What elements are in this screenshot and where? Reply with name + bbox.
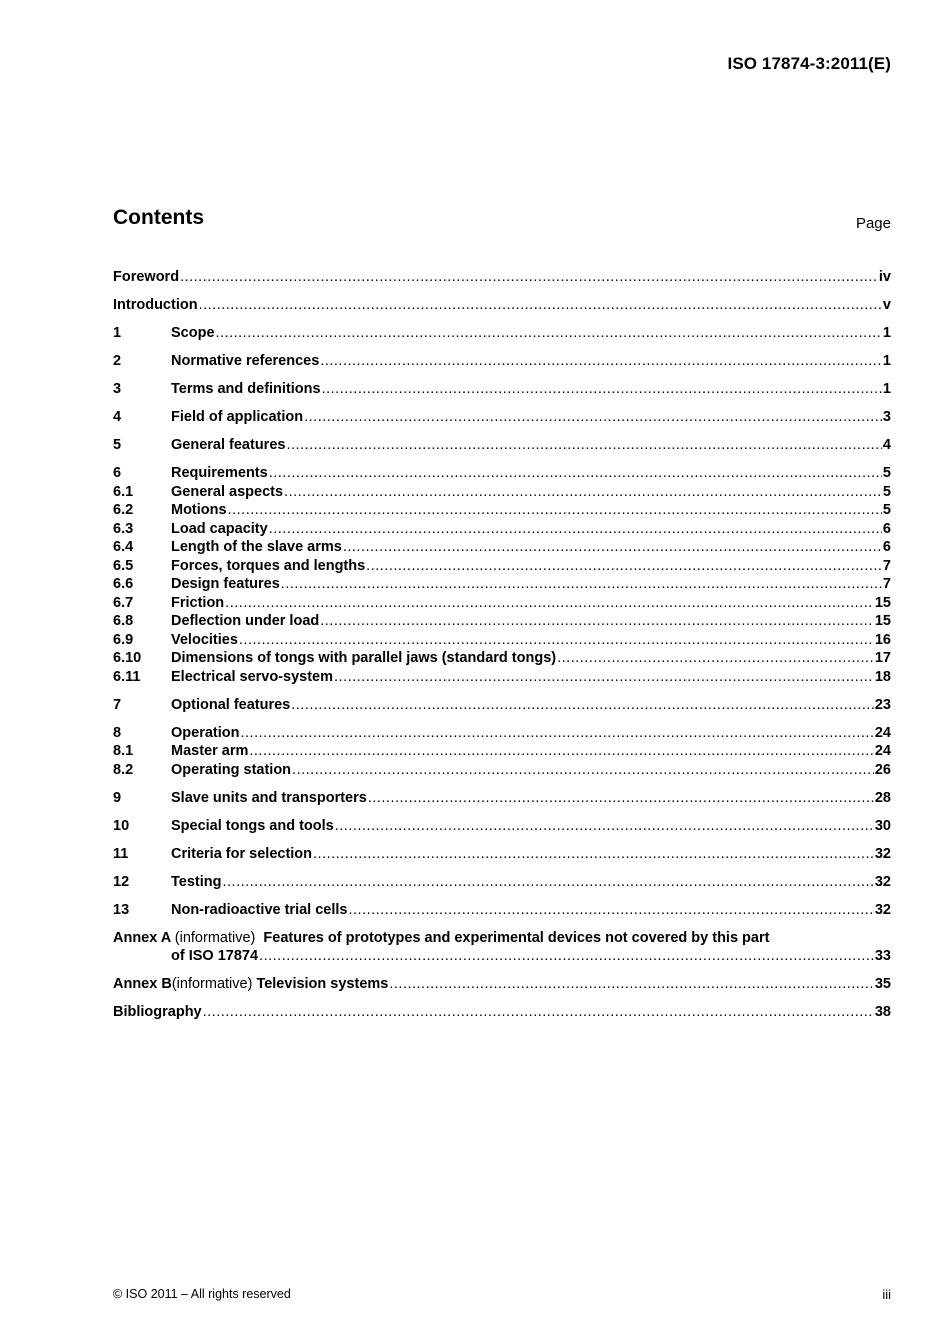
dot-leader bbox=[216, 324, 882, 343]
toc-entry-title: Criteria for selection bbox=[171, 845, 313, 862]
dot-leader bbox=[292, 761, 874, 780]
dot-leader bbox=[320, 352, 882, 371]
dot-leader bbox=[203, 1003, 874, 1022]
toc-entry-title: Slave units and transporters bbox=[171, 789, 367, 806]
dot-leader bbox=[259, 947, 874, 966]
dot-leader bbox=[239, 631, 874, 650]
toc-entry-number: 8.1 bbox=[113, 743, 134, 759]
toc-entry-number: 9 bbox=[113, 789, 122, 806]
dot-leader bbox=[286, 436, 881, 455]
toc-entry-number: 6.1 bbox=[113, 483, 134, 500]
toc-entry[interactable] bbox=[113, 724, 891, 743]
toc-entry-title: Velocities bbox=[171, 631, 238, 648]
toc-entry-number: 6.5 bbox=[113, 557, 134, 574]
toc-entry-title: Design features bbox=[171, 576, 280, 592]
toc-entry-number: 6.8 bbox=[113, 613, 134, 629]
bibliography-page: 38 bbox=[874, 1004, 891, 1020]
contents-title: Contents bbox=[113, 206, 204, 229]
annex-title: Television systems bbox=[256, 976, 389, 992]
toc-entry[interactable] bbox=[113, 789, 891, 808]
toc-entry-page: 24 bbox=[874, 724, 891, 741]
annex-line-continued bbox=[113, 947, 891, 966]
bibliography-title: Bibliography bbox=[113, 1004, 202, 1020]
toc-entry-number: 12 bbox=[113, 873, 130, 890]
dot-leader bbox=[269, 464, 882, 483]
dot-leader bbox=[343, 538, 882, 557]
toc-entry-number: 11 bbox=[113, 845, 129, 862]
toc-entry[interactable] bbox=[113, 324, 891, 343]
dot-leader bbox=[320, 612, 874, 631]
toc-entry-number: 4 bbox=[113, 409, 122, 425]
toc-entry[interactable] bbox=[113, 483, 891, 502]
toc-entry-title: Field of application bbox=[171, 409, 304, 425]
dot-leader bbox=[348, 901, 873, 920]
toc-entry-number: 13 bbox=[113, 901, 130, 918]
dot-leader bbox=[557, 649, 874, 668]
toc-entry-page: 30 bbox=[874, 817, 891, 834]
toc-entry-page: v bbox=[882, 297, 891, 313]
annex-informative-note: (informative) bbox=[174, 929, 256, 946]
toc-entry[interactable] bbox=[113, 594, 891, 613]
toc-entry-page: 28 bbox=[874, 789, 891, 806]
toc-entry-page: 15 bbox=[874, 613, 891, 629]
annex-title: Features of prototypes and experimental devices not covered by this part bbox=[263, 929, 770, 946]
toc-entry[interactable] bbox=[113, 538, 891, 557]
dot-leader bbox=[269, 520, 882, 539]
toc-entry-title: Load capacity bbox=[171, 520, 268, 537]
toc-entry-title: Forces, torques and lengths bbox=[171, 557, 366, 574]
toc-entry-title: Friction bbox=[171, 594, 225, 611]
toc-entry-page: 5 bbox=[882, 465, 891, 481]
page-number: iii bbox=[882, 1287, 891, 1302]
toc-entry-number: 3 bbox=[113, 381, 122, 397]
toc-entry-page: 32 bbox=[874, 873, 891, 890]
document-id: ISO 17874-3:2011(E) bbox=[727, 54, 891, 73]
annex-line bbox=[113, 929, 891, 948]
toc-entry-page: 1 bbox=[882, 381, 891, 397]
toc-entry-title: General features bbox=[171, 437, 286, 453]
toc-entry-title: Terms and definitions bbox=[171, 381, 321, 397]
toc-entry-page: 5 bbox=[882, 483, 891, 500]
annex-title-continued: of ISO 17874 bbox=[171, 948, 259, 964]
copyright-notice: © ISO 2011 – All rights reserved bbox=[113, 1287, 291, 1301]
toc-entry[interactable] bbox=[113, 268, 891, 287]
toc-entry-number: 6.2 bbox=[113, 502, 134, 518]
dot-leader bbox=[334, 668, 874, 687]
dot-leader bbox=[222, 873, 873, 892]
toc-entry[interactable] bbox=[113, 352, 891, 371]
toc-entry-title: Length of the slave arms bbox=[171, 539, 342, 555]
toc-entry-number: 6 bbox=[113, 465, 122, 481]
annex-page: 33 bbox=[874, 948, 891, 964]
toc-entry[interactable] bbox=[113, 557, 891, 576]
dot-leader bbox=[225, 594, 874, 613]
dot-leader bbox=[281, 575, 882, 594]
toc-entry-number: 6.7 bbox=[113, 594, 134, 611]
toc-entry-page: 4 bbox=[882, 437, 891, 453]
toc-entry[interactable] bbox=[113, 631, 891, 650]
toc-entry[interactable] bbox=[113, 612, 891, 631]
toc-annex-entry[interactable] bbox=[113, 975, 891, 994]
toc-entry-page: 16 bbox=[874, 631, 891, 648]
toc-entry-title: Operation bbox=[171, 724, 240, 741]
contents-header bbox=[113, 206, 891, 240]
toc-entry-page: 7 bbox=[882, 557, 891, 574]
toc-entry-title: Optional features bbox=[171, 696, 291, 713]
toc-entry-number: 2 bbox=[113, 353, 122, 369]
toc-entry-number: 6.3 bbox=[113, 520, 134, 537]
toc-entry-title: Testing bbox=[171, 873, 222, 890]
annex-page: 35 bbox=[874, 976, 891, 992]
toc-entry-page: 24 bbox=[874, 743, 891, 759]
toc-entry-title: Introduction bbox=[113, 297, 198, 313]
toc-entry-title: Motions bbox=[171, 502, 227, 518]
toc-entry[interactable] bbox=[113, 520, 891, 539]
dot-leader bbox=[313, 845, 874, 864]
toc-entry-number: 5 bbox=[113, 437, 122, 453]
toc-entry-page: 1 bbox=[882, 325, 891, 341]
toc-entry-page: iv bbox=[878, 269, 891, 285]
dot-leader bbox=[389, 975, 874, 994]
toc-entry-page: 17 bbox=[874, 650, 891, 666]
toc-entry[interactable] bbox=[113, 575, 891, 594]
toc-entry-page: 32 bbox=[874, 901, 891, 918]
dot-leader bbox=[249, 742, 873, 761]
table-of-contents bbox=[113, 268, 891, 1022]
dot-leader bbox=[335, 817, 874, 836]
toc-annex-entry[interactable] bbox=[113, 929, 891, 966]
toc-bibliography-entry[interactable] bbox=[113, 1003, 891, 1022]
toc-entry-page: 3 bbox=[882, 409, 891, 425]
toc-entry[interactable] bbox=[113, 464, 891, 483]
toc-entry-title: Requirements bbox=[171, 465, 268, 481]
dot-leader bbox=[284, 483, 882, 502]
toc-entry-number: 1 bbox=[113, 325, 122, 341]
toc-entry[interactable] bbox=[113, 742, 891, 761]
annex-informative-note: (informative) bbox=[171, 976, 253, 992]
toc-entry-page: 18 bbox=[874, 668, 891, 685]
toc-entry-title: Dimensions of tongs with parallel jaws (standard tongs) bbox=[171, 650, 557, 666]
toc-entry-number: 6.4 bbox=[113, 539, 134, 555]
toc-entry-page: 6 bbox=[882, 520, 891, 537]
toc-entry-number: 6.10 bbox=[113, 650, 142, 666]
toc-entry[interactable] bbox=[113, 296, 891, 315]
toc-entry-number: 6.6 bbox=[113, 576, 134, 592]
toc-entry-title: General aspects bbox=[171, 483, 284, 500]
toc-entry-page: 32 bbox=[874, 845, 891, 862]
toc-entry-title: Operating station bbox=[171, 761, 292, 778]
toc-entry-page: 23 bbox=[874, 696, 891, 713]
toc-entry-number: 7 bbox=[113, 696, 122, 713]
toc-entry-page: 7 bbox=[882, 576, 891, 592]
toc-entry[interactable] bbox=[113, 761, 891, 780]
toc-entry-page: 15 bbox=[874, 594, 891, 611]
toc-entry[interactable] bbox=[113, 901, 891, 920]
toc-entry[interactable] bbox=[113, 380, 891, 399]
dot-leader bbox=[228, 501, 882, 520]
dot-leader bbox=[199, 296, 882, 315]
toc-entry[interactable] bbox=[113, 668, 891, 687]
dot-leader bbox=[322, 380, 882, 399]
dot-leader bbox=[291, 696, 874, 715]
dot-leader bbox=[366, 557, 882, 576]
toc-entry-title: Foreword bbox=[113, 269, 180, 285]
page-column-label: Page bbox=[855, 215, 891, 232]
annex-label: Annex A bbox=[113, 929, 171, 946]
toc-entry[interactable] bbox=[113, 436, 891, 455]
annex-label: Annex B bbox=[113, 976, 172, 992]
toc-entry-number: 6.11 bbox=[113, 668, 141, 685]
toc-entry[interactable] bbox=[113, 845, 891, 864]
toc-entry-page: 26 bbox=[874, 761, 891, 778]
dot-leader bbox=[304, 408, 882, 427]
toc-entry[interactable] bbox=[113, 873, 891, 892]
dot-leader bbox=[240, 724, 873, 743]
toc-entry-number: 8 bbox=[113, 724, 122, 741]
toc-entry-title: Normative references bbox=[171, 353, 320, 369]
page-footer bbox=[113, 1287, 891, 1307]
toc-entry-title: Scope bbox=[171, 325, 215, 341]
toc-entry-number: 8.2 bbox=[113, 761, 134, 778]
toc-entry[interactable] bbox=[113, 501, 891, 520]
toc-entry-page: 1 bbox=[882, 353, 891, 369]
toc-entry-title: Special tongs and tools bbox=[171, 817, 334, 834]
toc-entry[interactable] bbox=[113, 817, 891, 836]
toc-entry-number: 10 bbox=[113, 817, 130, 834]
toc-entry[interactable] bbox=[113, 408, 891, 427]
toc-entry-page: 5 bbox=[882, 502, 891, 518]
toc-entry-title: Non-radioactive trial cells bbox=[171, 901, 348, 918]
toc-entry-number: 6.9 bbox=[113, 631, 134, 648]
toc-entry[interactable] bbox=[113, 649, 891, 668]
toc-entry-title: Electrical servo-system bbox=[171, 668, 334, 685]
toc-entry[interactable] bbox=[113, 696, 891, 715]
toc-entry-title: Master arm bbox=[171, 743, 249, 759]
dot-leader bbox=[180, 268, 878, 287]
toc-entry-page: 6 bbox=[882, 539, 891, 555]
dot-leader bbox=[368, 789, 874, 808]
annex-line bbox=[113, 975, 891, 994]
toc-entry-title: Deflection under load bbox=[171, 613, 320, 629]
